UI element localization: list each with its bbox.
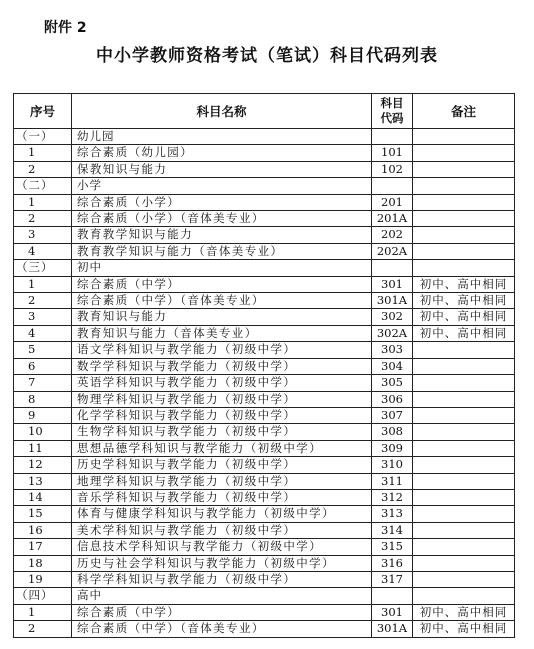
- table-row: [14, 539, 515, 555]
- table-row: [14, 457, 515, 473]
- section-label: （二）: [14, 178, 72, 194]
- subject-name: 音乐学科知识与教学能力（初级中学）: [72, 489, 372, 505]
- subject-code: 101: [372, 145, 413, 161]
- subject-code: 308: [372, 424, 413, 440]
- subject-code: 301: [372, 604, 413, 620]
- table-row: [14, 375, 515, 391]
- row-number: 18: [14, 555, 72, 571]
- note-cell: 初中、高中相同: [413, 621, 515, 637]
- row-number: 3: [14, 309, 72, 325]
- subject-name: 综合素质（中学）（音体美专业）: [72, 621, 372, 637]
- subject-name: 综合素质（中学）: [72, 604, 372, 620]
- section-note-cell: [413, 178, 515, 194]
- section-name: 幼儿园: [72, 129, 372, 145]
- table-header-row: [14, 94, 515, 129]
- table-row: [14, 161, 515, 177]
- row-number: 1: [14, 276, 72, 292]
- note-cell: 初中、高中相同: [413, 309, 515, 325]
- row-number: 17: [14, 539, 72, 555]
- note-cell: 初中、高中相同: [413, 604, 515, 620]
- section-label: （四）: [14, 588, 72, 604]
- subject-name: 历史学科知识与教学能力（初级中学）: [72, 457, 372, 473]
- subject-name: 物理学科知识与教学能力（初级中学）: [72, 391, 372, 407]
- subject-name: 地理学科知识与教学能力（初级中学）: [72, 473, 372, 489]
- subject-code: 301A: [372, 621, 413, 637]
- subject-name: 保教知识与能力: [72, 161, 372, 177]
- row-number: 14: [14, 489, 72, 505]
- note-cell: [413, 555, 515, 571]
- note-cell: [413, 407, 515, 423]
- note-cell: [413, 489, 515, 505]
- table-row: [14, 145, 515, 161]
- row-number: 7: [14, 375, 72, 391]
- subject-code: 202A: [372, 243, 413, 259]
- row-number: 15: [14, 506, 72, 522]
- table-row: [14, 211, 515, 227]
- note-cell: [413, 194, 515, 210]
- table-row: [14, 621, 515, 637]
- header-name: 科目名称: [72, 94, 372, 129]
- row-number: 6: [14, 358, 72, 374]
- subject-name: 美术学科知识与教学能力（初级中学）: [72, 522, 372, 538]
- subject-code: 301A: [372, 293, 413, 309]
- subject-name: 生物学科知识与教学能力（初级中学）: [72, 424, 372, 440]
- row-number: 1: [14, 145, 72, 161]
- subject-code: 201: [372, 194, 413, 210]
- subject-code: 313: [372, 506, 413, 522]
- subject-code: 306: [372, 391, 413, 407]
- table-row: [14, 522, 515, 538]
- section-name: 小学: [72, 178, 372, 194]
- row-number: 5: [14, 342, 72, 358]
- subject-name: 教育知识与能力: [72, 309, 372, 325]
- section-code-cell: [372, 260, 413, 276]
- section-row: [14, 129, 515, 145]
- row-number: 4: [14, 325, 72, 341]
- subject-code-table: [13, 93, 515, 638]
- table-row: [14, 555, 515, 571]
- row-number: 16: [14, 522, 72, 538]
- section-label: （三）: [14, 260, 72, 276]
- note-cell: [413, 539, 515, 555]
- row-number: 13: [14, 473, 72, 489]
- row-number: 11: [14, 440, 72, 456]
- subject-code: 310: [372, 457, 413, 473]
- subject-name: 英语学科知识与教学能力（初级中学）: [72, 375, 372, 391]
- section-code-cell: [372, 129, 413, 145]
- row-number: 2: [14, 293, 72, 309]
- row-number: 10: [14, 424, 72, 440]
- note-cell: [413, 161, 515, 177]
- row-number: 8: [14, 391, 72, 407]
- note-cell: [413, 506, 515, 522]
- header-code: [372, 94, 413, 129]
- note-cell: 初中、高中相同: [413, 325, 515, 341]
- subject-name: 综合素质（小学）: [72, 194, 372, 210]
- subject-code: 102: [372, 161, 413, 177]
- table-row: [14, 604, 515, 620]
- subject-code: 202: [372, 227, 413, 243]
- subject-name: 综合素质（小学）（音体美专业）: [72, 211, 372, 227]
- note-cell: 初中、高中相同: [413, 293, 515, 309]
- table-row: [14, 506, 515, 522]
- row-number: 2: [14, 621, 72, 637]
- note-cell: [413, 473, 515, 489]
- document-title: 中小学教师资格考试（笔试）科目代码列表: [96, 46, 438, 66]
- header-note: 备注: [413, 94, 515, 129]
- note-cell: [413, 391, 515, 407]
- subject-name: 语文学科知识与教学能力（初级中学）: [72, 342, 372, 358]
- subject-code: 302: [372, 309, 413, 325]
- subject-code: 317: [372, 571, 413, 587]
- header-code-line1: 科目: [380, 96, 404, 110]
- table-row: [14, 227, 515, 243]
- table-row: [14, 391, 515, 407]
- row-number: 12: [14, 457, 72, 473]
- row-number: 2: [14, 161, 72, 177]
- subject-name: 化学学科知识与教学能力（初级中学）: [72, 407, 372, 423]
- row-number: 1: [14, 604, 72, 620]
- row-number: 1: [14, 194, 72, 210]
- subject-name: 教育教学知识与能力（音体美专业）: [72, 243, 372, 259]
- note-cell: [413, 440, 515, 456]
- note-cell: [413, 522, 515, 538]
- subject-code: 302A: [372, 325, 413, 341]
- note-cell: [413, 342, 515, 358]
- subject-name: 科学学科知识与教学能力（初级中学）: [72, 571, 372, 587]
- section-note-cell: [413, 129, 515, 145]
- note-cell: [413, 227, 515, 243]
- table-row: [14, 309, 515, 325]
- subject-name: 数学学科知识与教学能力（初级中学）: [72, 358, 372, 374]
- section-code-cell: [372, 178, 413, 194]
- table-row: [14, 489, 515, 505]
- header-code-line2: 代码: [380, 111, 404, 125]
- section-label: （一）: [14, 129, 72, 145]
- note-cell: [413, 424, 515, 440]
- note-cell: [413, 211, 515, 227]
- table-row: [14, 473, 515, 489]
- table-row: [14, 424, 515, 440]
- note-cell: [413, 375, 515, 391]
- section-row: [14, 178, 515, 194]
- subject-name: 教育知识与能力（音体美专业）: [72, 325, 372, 341]
- subject-name: 综合素质（中学）（音体美专业）: [72, 293, 372, 309]
- subject-code: 304: [372, 358, 413, 374]
- subject-code: 305: [372, 375, 413, 391]
- subject-code: 312: [372, 489, 413, 505]
- subject-name: 体育与健康学科知识与教学能力（初级中学）: [72, 506, 372, 522]
- subject-code: 307: [372, 407, 413, 423]
- section-row: [14, 588, 515, 604]
- table-row: [14, 325, 515, 341]
- table-row: [14, 276, 515, 292]
- subject-code: 311: [372, 473, 413, 489]
- table-row: [14, 407, 515, 423]
- subject-name: 信息技术学科知识与教学能力（初级中学）: [72, 539, 372, 555]
- section-name: 初中: [72, 260, 372, 276]
- note-cell: 初中、高中相同: [413, 276, 515, 292]
- note-cell: [413, 243, 515, 259]
- section-note-cell: [413, 260, 515, 276]
- subject-code: 314: [372, 522, 413, 538]
- section-code-cell: [372, 588, 413, 604]
- subject-code: 309: [372, 440, 413, 456]
- header-no: 序号: [14, 94, 72, 129]
- subject-name: 综合素质（幼儿园）: [72, 145, 372, 161]
- note-cell: [413, 358, 515, 374]
- table-row: [14, 293, 515, 309]
- subject-name: 教育教学知识与能力: [72, 227, 372, 243]
- table-row: [14, 243, 515, 259]
- subject-code: 201A: [372, 211, 413, 227]
- subject-name: 历史与社会学科知识与教学能力（初级中学）: [72, 555, 372, 571]
- row-number: 4: [14, 243, 72, 259]
- section-note-cell: [413, 588, 515, 604]
- table-row: [14, 571, 515, 587]
- attachment-label: 附件 2: [44, 20, 87, 36]
- note-cell: [413, 571, 515, 587]
- subject-code: 316: [372, 555, 413, 571]
- note-cell: [413, 145, 515, 161]
- subject-name: 思想品德学科知识与教学能力（初级中学）: [72, 440, 372, 456]
- row-number: 2: [14, 211, 72, 227]
- row-number: 9: [14, 407, 72, 423]
- table-row: [14, 194, 515, 210]
- section-row: [14, 260, 515, 276]
- table-row: [14, 440, 515, 456]
- subject-code: 315: [372, 539, 413, 555]
- subject-code: 303: [372, 342, 413, 358]
- row-number: 3: [14, 227, 72, 243]
- section-name: 高中: [72, 588, 372, 604]
- row-number: 19: [14, 571, 72, 587]
- table-body: [14, 129, 515, 638]
- note-cell: [413, 457, 515, 473]
- subject-name: 综合素质（中学）: [72, 276, 372, 292]
- subject-code: 301: [372, 276, 413, 292]
- table-row: [14, 342, 515, 358]
- table-row: [14, 358, 515, 374]
